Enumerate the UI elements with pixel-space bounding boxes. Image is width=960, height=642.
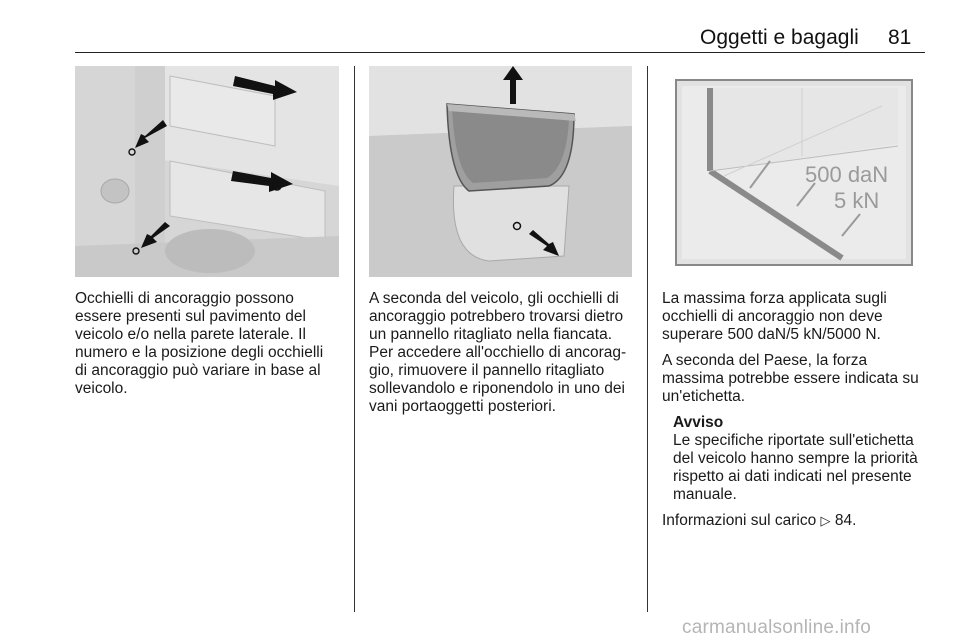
column-divider-1 [354, 66, 355, 612]
notice-box [673, 414, 926, 504]
notice-text: Le specifiche riportate sull'etichetta del veicolo hanno sempre la priorità rispetto ai dati indicati nel presente manuale. [673, 432, 918, 503]
figure-label-5kn: 5 kN [834, 188, 880, 213]
notice-title: Avviso [673, 414, 724, 431]
section-title: Oggetti e bagagli [700, 26, 859, 49]
reference-page: 84. [834, 512, 857, 529]
column-1-text [75, 290, 339, 406]
paragraph-max-force: La massima forza applicata sugli occhielli di ancoraggio non deve superare 500 daN/5 kN/5000 N. [662, 290, 887, 343]
header-divider [75, 52, 925, 53]
page-reference-arrow-icon: ▷ [820, 513, 831, 528]
figure-label-500dan: 500 daN [805, 162, 889, 187]
watermark: carmanualsonline.info [682, 617, 872, 638]
paragraph-cutout-panel: A seconda del veicolo, gli occhielli di ancoraggio potrebbero trovarsi dietro un pannello ritagliato nella fiancata. Per accedere all'occhiello di ancorag- gio, rimuovere il pannello ritagliato sollevandolo e riponendolo in uno dei vani portaoggetti posteriori. [369, 290, 627, 415]
column-divider-2 [647, 66, 648, 612]
column-2-text [369, 290, 633, 424]
reference-text: Informazioni sul carico [662, 512, 817, 529]
paragraph-country-label: A seconda del Paese, la forza massima potrebbe essere indicata su un'etichetta. [662, 352, 919, 405]
cross-reference[interactable] [662, 512, 926, 530]
figure-load-label [662, 66, 925, 277]
figure-cargo-anchor-eyes [75, 66, 339, 277]
paragraph-anchor-eyes: Occhielli di ancoraggio possono essere presenti sul pavimento del veicolo e/o nella parete laterale. Il numero e la posizione degli occhielli di ancoraggio può variare in base al veicolo. [75, 290, 324, 397]
page-number: 81 [888, 26, 912, 49]
column-3-text [662, 290, 926, 538]
figure-removable-panel [369, 66, 632, 277]
